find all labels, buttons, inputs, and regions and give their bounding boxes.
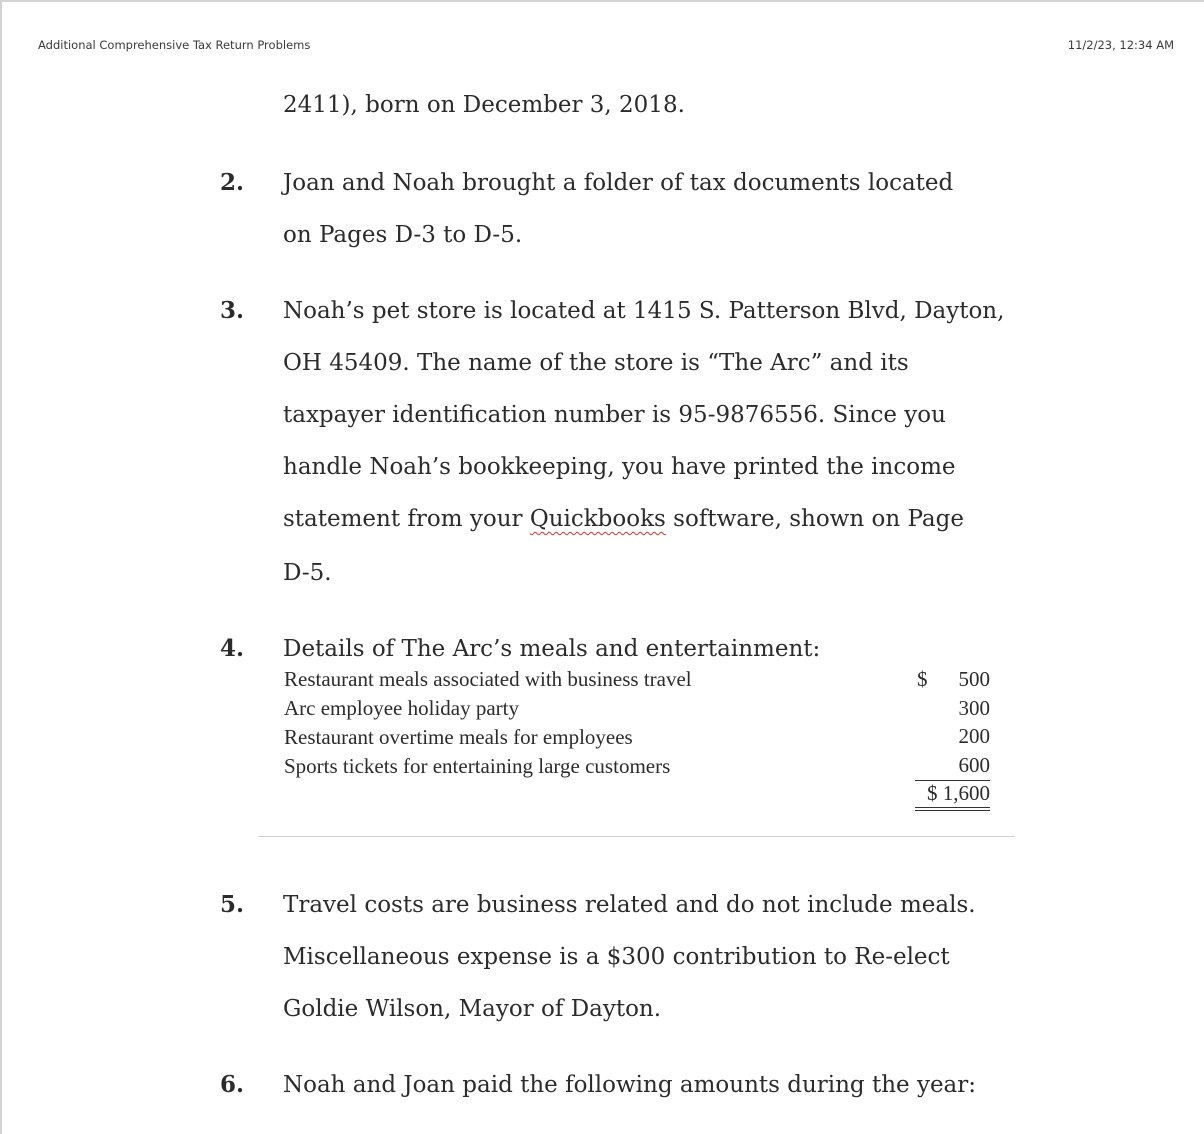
item-6-line-1: Noah and Joan paid the following amounts during the year: [283, 1072, 977, 1098]
meals-row-label: Restaurant meals associated with business travel [284, 667, 692, 691]
item-3-line-3: taxpayer identification number is 95-9876556. Since you [283, 402, 946, 428]
item-3-line-5 [283, 504, 964, 534]
meals-row-amount: 600 [958, 753, 990, 777]
section-divider [258, 836, 1015, 837]
item-3-line-1: Noah’s pet store is located at 1415 S. Patterson Blvd, Dayton, [283, 298, 1005, 324]
header-timestamp: 11/2/23, 12:34 AM [1067, 38, 1174, 52]
item-3-line-5-end: software, shown on Page [665, 506, 964, 532]
item-3-line-2: OH 45409. The name of the store is “The Arc” and its [283, 350, 909, 376]
meals-currency-symbol: $ [917, 667, 928, 691]
item-2-line-1: Joan and Noah brought a folder of tax documents located [283, 170, 954, 196]
item-number-3: 3. [220, 297, 245, 324]
continuation-text: 2411), born on December 3, 2018. [283, 92, 685, 118]
item-5-line-3: Goldie Wilson, Mayor of Dayton. [283, 996, 662, 1022]
meals-row-label: Restaurant overtime meals for employees [284, 725, 633, 749]
item-number-2: 2. [220, 169, 245, 196]
item-number-4: 4. [220, 635, 245, 662]
meals-row-label: Sports tickets for entertaining large customers [284, 754, 671, 778]
item-3-line-4: handle Noah’s bookkeeping, you have printed the income [283, 454, 956, 480]
meals-table-labels [284, 665, 692, 781]
quickbooks-word: Quickbooks [529, 506, 666, 532]
meals-row-amount: 300 [958, 696, 990, 720]
meals-row-amount: 200 [958, 724, 990, 748]
meals-row-label: Arc employee holiday party [284, 696, 519, 720]
item-3-line-5-start: statement from your [283, 506, 530, 532]
item-number-6: 6. [220, 1071, 245, 1098]
item-4-line-1: Details of The Arc’s meals and entertainment: [283, 636, 821, 662]
item-5-line-1: Travel costs are business related and do not include meals. [283, 892, 976, 918]
total-double-underline [915, 807, 990, 811]
meals-total: $ 1,600 [927, 781, 990, 805]
meals-row-amount: 500 [958, 667, 990, 691]
item-5-line-2: Miscellaneous expense is a $300 contribution to Re-elect [283, 944, 950, 970]
item-2-line-2: on Pages D-3 to D-5. [283, 222, 523, 248]
item-3-line-6: D-5. [283, 560, 332, 586]
item-number-5: 5. [220, 891, 245, 918]
header-title: Additional Comprehensive Tax Return Problems [38, 38, 311, 52]
